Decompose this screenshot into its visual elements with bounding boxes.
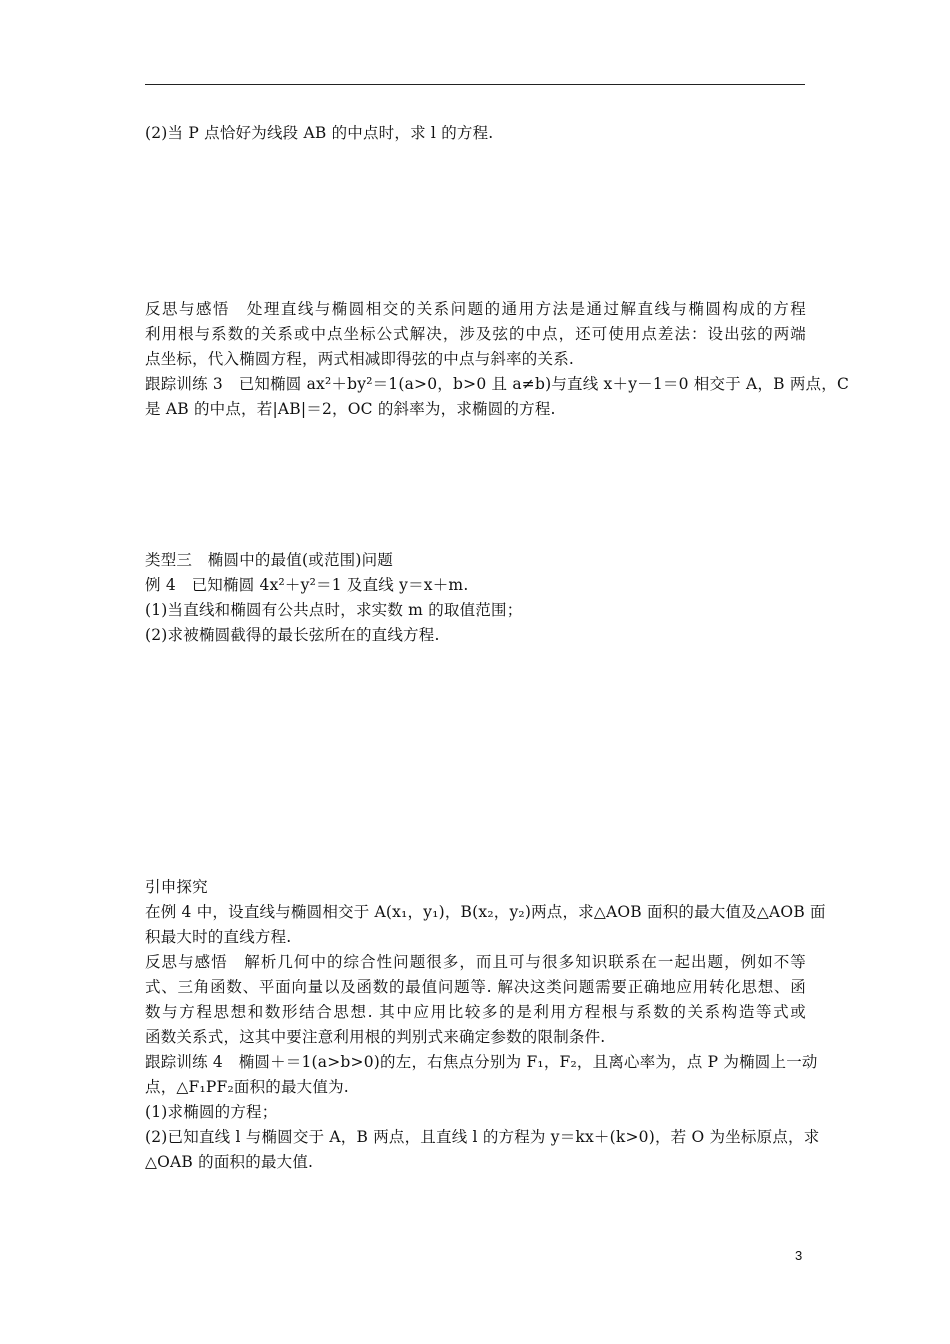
exercise-4-line-1: 跟踪训练 4 椭圆＋＝1(a>b>0)的左，右焦点分别为 F₁，F₂，且离心率为，点 P 为椭圆上一动 [145, 1053, 818, 1071]
exercise-4-line-2: 点，△F₁PF₂面积的最大值为. [145, 1078, 349, 1096]
reflection-line-3: 点坐标，代入椭圆方程，两式相减即得弦的中点与斜率的关系. [145, 350, 575, 368]
reflection-2-line-2: 式、三角函数、平面向量以及函数的最值问题等. 解决这类问题需要正确地应用转化思想、函 [145, 978, 806, 996]
exercise-4-part-1: (1)求椭圆的方程； [145, 1103, 278, 1121]
example-4: 例 4 已知椭圆 4x²＋y²＝1 及直线 y＝x＋m. [145, 576, 469, 594]
extension-heading: 引申探究 [145, 878, 208, 896]
exercise-3-line-2: 是 AB 的中点，若|AB|＝2，OC 的斜率为，求椭圆的方程. [145, 400, 556, 418]
example-4-part-1: (1)当直线和椭圆有公共点时，求实数 m 的取值范围； [145, 601, 523, 619]
exercise-4-part-2-line-2: △OAB 的面积的最大值. [145, 1153, 314, 1171]
reflection-line-2: 利用根与系数的关系或中点坐标公式解决，涉及弦的中点，还可使用点差法：设出弦的两端 [145, 325, 806, 343]
problem-part-2: (2)当 P 点恰好为线段 AB 的中点时，求 l 的方程. [145, 124, 494, 142]
reflection-line-1: 反思与感悟 处理直线与椭圆相交的关系问题的通用方法是通过解直线与椭圆构成的方程 [145, 300, 806, 318]
example-4-part-2: (2)求被椭圆截得的最长弦所在的直线方程. [145, 626, 440, 644]
extension-line-2: 积最大时的直线方程. [145, 928, 292, 946]
section-heading: 类型三 椭圆中的最值(或范围)问题 [145, 551, 393, 569]
reflection-2-line-1: 反思与感悟 解析几何中的综合性问题很多，而且可与很多知识联系在一起出题，例如不等 [145, 953, 806, 971]
reflection-2-line-3: 数与方程思想和数形结合思想. 其中应用比较多的是利用方程根与系数的关系构造等式或 [145, 1003, 806, 1021]
reflection-2-line-4: 函数关系式，这其中要注意利用根的判别式来确定参数的限制条件. [145, 1028, 606, 1046]
page-number: 3 [795, 1248, 803, 1263]
exercise-3-line-1: 跟踪训练 3 已知椭圆 ax²＋by²＝1(a>0，b>0 且 a≠b)与直线 x＋y－1＝0 相交于 A，B 两点，C [145, 375, 849, 393]
exercise-4-part-2-line-1: (2)已知直线 l 与椭圆交于 A，B 两点，且直线 l 的方程为 y＝kx＋(k>0)，若 O 为坐标原点，求 [145, 1128, 820, 1146]
header-rule [145, 84, 805, 85]
extension-line-1: 在例 4 中，设直线与椭圆相交于 A(x₁，y₁)，B(x₂，y₂)两点，求△AOB 面积的最大值及△AOB 面 [145, 903, 826, 921]
